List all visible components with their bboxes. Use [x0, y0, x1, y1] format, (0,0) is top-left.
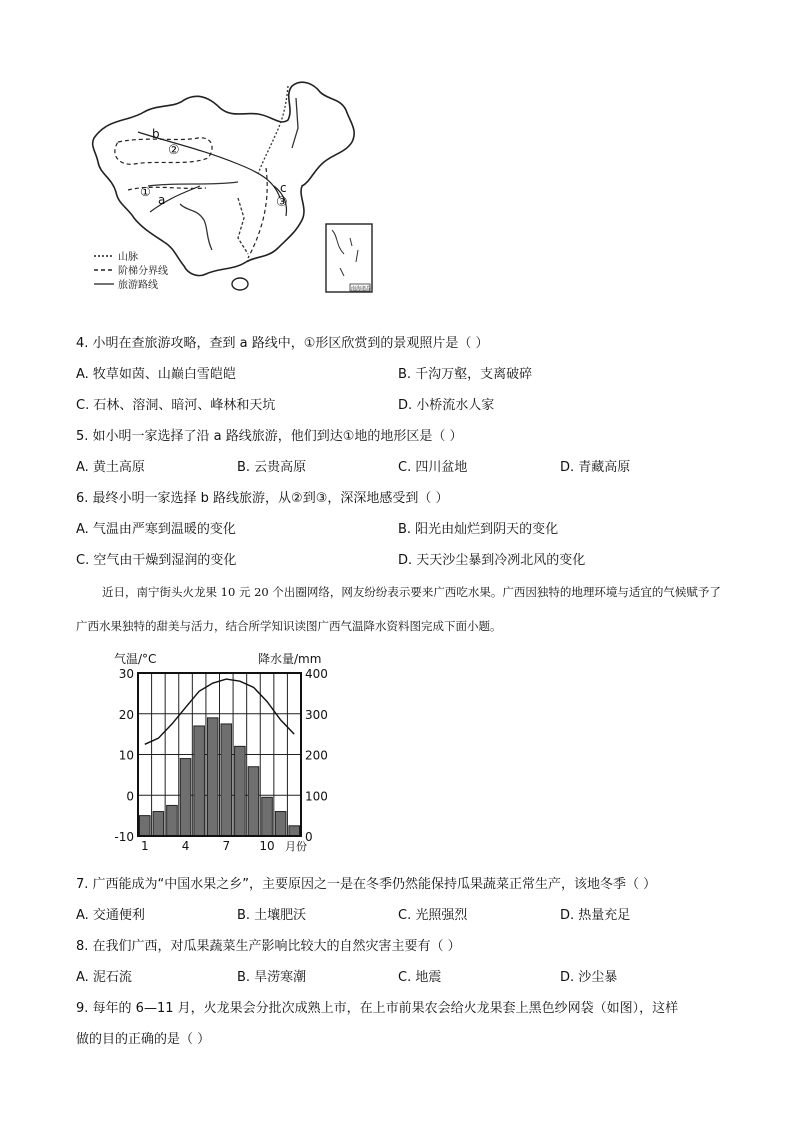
q7-option-b[interactable]: B. 土壤肥沃: [237, 908, 307, 923]
left-tick-label: 30: [118, 667, 134, 681]
question-4-stem: 4. 小明在查旅游攻略，查到 a 路线中，①形区欣赏到的景观照片是（ ）: [76, 336, 489, 351]
x-tick-label: 7: [222, 839, 231, 853]
q8-option-d[interactable]: D. 沙尘暴: [560, 970, 618, 985]
q4-option-c[interactable]: C. 石林、溶洞、暗河、峰林和天坑: [76, 398, 276, 413]
precipitation-bar: [194, 726, 205, 836]
q7-option-a[interactable]: A. 交通便利: [76, 908, 145, 923]
precipitation-bar: [180, 759, 191, 836]
south-china-sea-inset: [326, 224, 372, 292]
precipitation-bar: [262, 797, 273, 836]
precipitation-bar: [167, 805, 178, 836]
map-legend: [94, 250, 168, 291]
question-9-stem: 9. 每年的 6—11 月，火龙果会分批次成熟上市，在上市前果农会给火龙果套上黑色纱网袋（如图），这样: [76, 1001, 679, 1016]
q7-option-c[interactable]: C. 光照强烈: [398, 908, 468, 923]
q4-option-d[interactable]: D. 小桥流水人家: [398, 398, 495, 413]
q6-option-a[interactable]: A. 气温由严寒到温暖的变化: [76, 522, 236, 537]
legend-step-boundary: 阶梯分界线: [118, 266, 168, 277]
x-tick-label: 10: [259, 839, 275, 853]
route-a-label: a: [158, 193, 166, 207]
reading-passage: 近日，南宁街头火龙果 10 元 20 个出圈网络，网友纷纷表示要来广西吃水果。广西因独特的地理环境与适宜的气候赋予了广西水果独特的甜美与活力，结合所学知识读图广西气温降水资料图完成下面小题。: [76, 585, 721, 633]
precipitation-bar: [275, 812, 286, 836]
x-axis-title: 月份: [285, 840, 307, 853]
right-tick-label: 200: [305, 748, 328, 763]
precipitation-bar: [248, 767, 259, 836]
q4-option-a[interactable]: A. 牧草如茵、山巅白雪皑皑: [76, 367, 236, 382]
precipitation-bar: [153, 812, 164, 836]
right-tick-label: 100: [305, 789, 328, 804]
area-2-label: ②: [168, 143, 180, 158]
right-tick-label: 400: [305, 667, 328, 681]
climate-chart: [110, 645, 340, 860]
precipitation-bar: [207, 718, 218, 836]
area-1-label: ①: [140, 185, 151, 199]
china-map: [88, 78, 388, 300]
route-c-label: c: [280, 181, 287, 195]
left-tick-label: 20: [118, 707, 134, 722]
q6-option-d[interactable]: D. 天天沙尘暴到冷冽北风的变化: [398, 553, 586, 568]
inset-caption: 南海诸岛: [351, 286, 372, 292]
q5-option-b[interactable]: B. 云贵高原: [237, 460, 307, 475]
question-7-stem: 7. 广西能成为“中国水果之乡”，主要原因之一是在冬季仍然能保持瓜果蔬菜正常生产，该地冬季（ ）: [76, 877, 657, 892]
q4-option-b[interactable]: B. 千沟万壑，支离破碎: [398, 367, 533, 382]
left-tick-label: -10: [114, 830, 134, 844]
right-tick-label: 0: [305, 830, 313, 844]
left-tick-label: 10: [118, 748, 134, 763]
q8-option-c[interactable]: C. 地震: [398, 970, 442, 985]
left-axis-title: 气温/°C: [114, 652, 157, 666]
precipitation-bar: [289, 826, 300, 836]
q6-option-c[interactable]: C. 空气由干燥到湿润的变化: [76, 553, 237, 568]
right-axis-title: 降水量/mm: [258, 652, 322, 666]
question-5-stem: 5. 如小明一家选择了沿 a 路线旅游，他们到达①地的地形区是（ ）: [76, 429, 463, 444]
q6-option-b[interactable]: B. 阳光由灿烂到阴天的变化: [398, 522, 559, 537]
precipitation-bar: [140, 816, 151, 836]
legend-mountain: 山脉: [118, 252, 138, 263]
area-3-label: ③: [276, 195, 288, 210]
left-tick-label: 0: [126, 789, 134, 804]
right-tick-label: 300: [305, 707, 328, 722]
question-8-stem: 8. 在我们广西，对瓜果蔬菜生产影响比较大的自然灾害主要有（ ）: [76, 939, 461, 954]
x-tick-label: 1: [140, 839, 149, 853]
question-9-stem-continued: 做的目的正确的是（ ）: [76, 1032, 211, 1047]
q5-option-a[interactable]: A. 黄土高原: [76, 460, 145, 475]
x-tick-label: 4: [181, 839, 190, 853]
precipitation-bar: [235, 746, 246, 836]
precipitation-bar: [221, 724, 232, 836]
q8-option-a[interactable]: A. 泥石流: [76, 970, 132, 985]
china-outline: [93, 82, 355, 275]
legend-route: 旅游路线: [118, 280, 158, 291]
q5-option-c[interactable]: C. 四川盆地: [398, 460, 468, 475]
hainan-island: [232, 278, 248, 290]
q8-option-b[interactable]: B. 旱涝寒潮: [237, 970, 307, 985]
question-6-stem: 6. 最终小明一家选择 b 路线旅游，从②到③，深深地感受到（ ）: [76, 491, 449, 506]
route-b-label: b: [152, 127, 160, 141]
q7-option-d[interactable]: D. 热量充足: [560, 908, 631, 923]
q5-option-d[interactable]: D. 青藏高原: [560, 460, 631, 475]
